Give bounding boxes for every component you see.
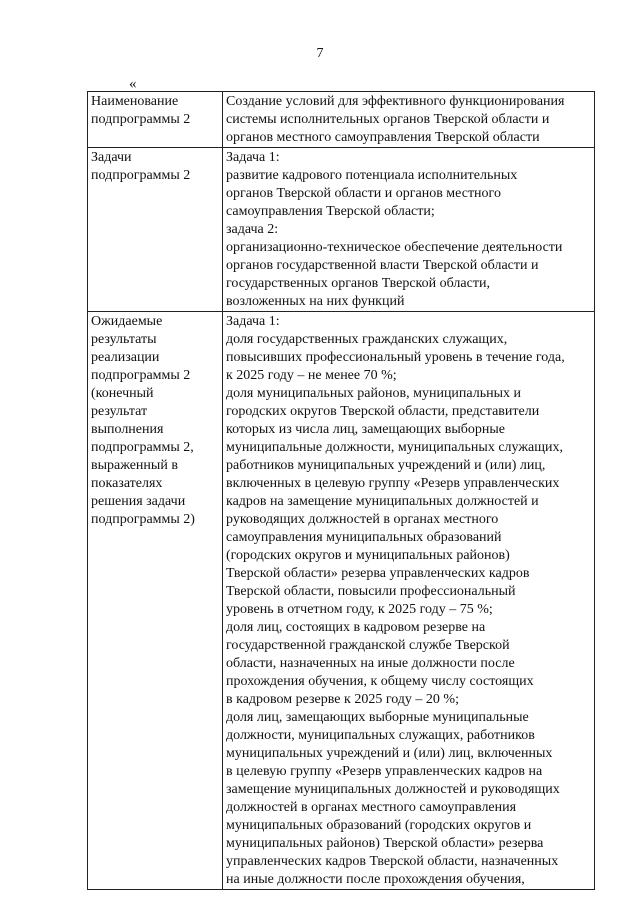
row-content-line: органов государственной власти Тверской области и — [226, 258, 539, 273]
page-number: 7 — [316, 46, 324, 61]
row-content-line: доля государственных гражданских служащих, — [226, 332, 508, 347]
row-label-line: Наименование — [91, 94, 179, 109]
row-content-line: развитие кадрового потенциала исполнительных — [226, 168, 518, 183]
row-label-line: выполнения — [91, 422, 164, 437]
opening-quote-mark: « — [129, 76, 137, 92]
row-content-line: Тверской области, повысили профессиональный — [226, 584, 516, 599]
row-label-line: решения задачи — [91, 494, 186, 509]
row-content-line: задача 2: — [226, 222, 279, 237]
row-label-cell — [88, 92, 223, 148]
row-content-line: муниципальных образований (городских округов и — [226, 818, 532, 833]
row-content-line: включенных в целевую группу «Резерв управленческих — [226, 476, 560, 491]
row-label-line: результаты — [91, 332, 157, 347]
row-content-line: муниципальные должности, муниципальных служащих, — [226, 440, 564, 455]
row-content-line: повысивших профессиональный уровень в течение года, — [226, 350, 565, 365]
row-content-line: Задача 1: — [226, 150, 280, 165]
row-content-line: руководящих должностей в органах местного — [226, 512, 499, 527]
row-content-line: к 2025 году – не менее 70 %; — [226, 368, 397, 383]
row-label-line: подпрограммы 2 — [91, 368, 191, 383]
row-content-line: кадров на замещение муниципальных должностей и — [226, 494, 539, 509]
row-content-line: доля муниципальных районов, муниципальных и — [226, 386, 522, 401]
table-body — [88, 92, 595, 890]
row-label-line: подпрограммы 2) — [91, 512, 195, 527]
row-content-line: государственных органов Тверской области, — [226, 276, 490, 291]
row-content-line: прохождения обучения, к общему числу состоящих — [226, 674, 534, 689]
row-label-line: подпрограммы 2 — [91, 112, 191, 127]
subprogram-passport-table — [87, 91, 595, 890]
row-content-line: в кадровом резерве к 2025 году – 20 %; — [226, 692, 459, 707]
row-content-line: доля лиц, состоящих в кадровом резерве на — [226, 620, 486, 635]
row-content-line: в целевую группу «Резерв управленческих кадров на — [226, 764, 543, 779]
row-label-cell — [88, 312, 223, 890]
row-content-line: Создание условий для эффективного функционирования — [226, 94, 565, 109]
row-content-line: муниципальных районов) Тверской области» резерва — [226, 836, 544, 851]
row-label-line: подпрограммы 2, — [91, 440, 194, 455]
row-content-line: должности, муниципальных служащих, работников — [226, 728, 535, 743]
row-content-cell — [223, 92, 595, 148]
row-content-line: работников муниципальных учреждений и (или) лиц, — [226, 458, 546, 473]
row-content-line: должностей в органах местного самоуправления — [226, 800, 517, 815]
row-label-line: показателях — [91, 476, 163, 491]
row-label-line: Задачи — [91, 150, 132, 165]
row-label-line: результат — [91, 404, 148, 419]
row-label-cell — [88, 148, 223, 312]
row-content-line: муниципальных учреждений и (или) лиц, включенных — [226, 746, 553, 761]
row-content-line: замещение муниципальных должностей и руководящих — [226, 782, 560, 797]
row-content-line: Задача 1: — [226, 314, 280, 329]
table-row — [88, 92, 595, 148]
row-content-line: самоуправления муниципальных образований — [226, 530, 502, 545]
row-content-line: системы исполнительных органов Тверской области и — [226, 112, 550, 127]
row-label-line: выраженный в — [91, 458, 178, 473]
row-label-line: реализации — [91, 350, 160, 365]
row-content-line: городских округов Тверской области, представители — [226, 404, 540, 419]
row-content-line: органов Тверской области и органов местного — [226, 186, 501, 201]
row-content-line: доля лиц, замещающих выборные муниципальные — [226, 710, 529, 725]
row-content-line: самоуправления Тверской области; — [226, 204, 435, 219]
row-content-line: государственной гражданской службе Тверской — [226, 638, 510, 653]
row-content-line: (городских округов и муниципальных районов) — [226, 548, 510, 563]
row-content-cell — [223, 312, 595, 890]
row-content-line: на иные должности после прохождения обучения, — [226, 872, 525, 887]
table-row — [88, 148, 595, 312]
row-content-line: которых из числа лиц, замещающих выборные — [226, 422, 505, 437]
table-row — [88, 312, 595, 890]
row-content-line: Тверской области» резерва управленческих кадров — [226, 566, 530, 581]
row-label-line: Ожидаемые — [91, 314, 163, 329]
row-content-line: организационно-техническое обеспечение деятельности — [226, 240, 563, 255]
row-content-cell — [223, 148, 595, 312]
row-content-line: органов местного самоуправления Тверской области — [226, 130, 540, 145]
row-content-line: области, назначенных на иные должности после — [226, 656, 515, 671]
row-content-line: уровень в отчетном году, к 2025 году – 75 %; — [226, 602, 493, 617]
row-label-line: подпрограммы 2 — [91, 168, 191, 183]
row-content-line: управленческих кадров Тверской области, назначенных — [226, 854, 559, 869]
row-content-line: возложенных на них функций — [226, 294, 405, 309]
row-label-line: (конечный — [91, 386, 154, 401]
